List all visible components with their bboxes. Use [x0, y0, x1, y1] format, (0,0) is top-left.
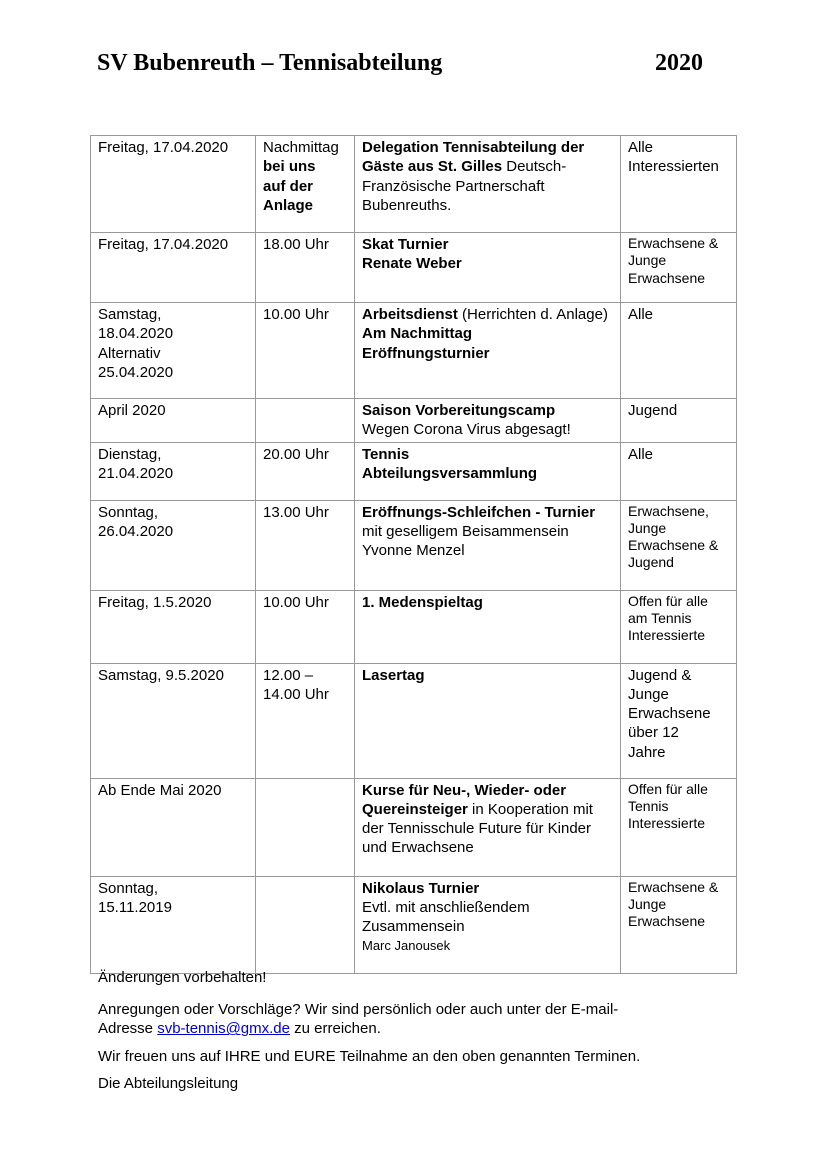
signature: Die Abteilungsleitung [98, 1075, 239, 1092]
time-cell: 12.00 – 14.00 Uhr [256, 663, 355, 778]
audience-cell: Offen für alle am Tennis Interessierte [621, 590, 737, 663]
event-cell: Arbeitsdienst (Herrichten d. Anlage) Am Nachmittag Eröffnungsturnier [355, 303, 621, 399]
audience-cell: Alle [621, 442, 737, 500]
audience-cell: Jugend & Junge Erwachsene über 12 Jahre [621, 663, 737, 778]
table-row [91, 399, 737, 443]
audience-cell: Offen für alle Tennis Interessierte [621, 778, 737, 876]
schedule-table [90, 135, 737, 974]
event-cell: Nikolaus Turnier Evtl. mit anschließendem Zusammensein Marc Janousek [355, 876, 621, 973]
page-title [97, 50, 703, 77]
audience-cell: Erwachsene, Junge Erwachsene & Jugend [621, 500, 737, 590]
title-year: 2020 [655, 50, 703, 76]
event-cell: Skat Turnier Renate Weber [355, 233, 621, 303]
date-cell: Sonntag, 15.11.2019 [91, 876, 256, 973]
table-row [91, 663, 737, 778]
title-text: SV Bubenreuth – Tennisabteilung [97, 50, 443, 76]
audience-cell: Alle Interessierten [621, 136, 737, 233]
audience-cell: Erwachsene & Junge Erwachsene [621, 233, 737, 303]
changes-note: Änderungen vorbehalten! [98, 969, 267, 986]
time-cell: 18.00 Uhr [256, 233, 355, 303]
event-cell: Delegation Tennisabteilung der Gäste aus St. Gilles Deutsch-Französische Partnerschaft Bubenreuths. [355, 136, 621, 233]
date-cell: Samstag, 18.04.2020 Alternativ 25.04.2020 [91, 303, 256, 399]
time-cell: 10.00 Uhr [256, 303, 355, 399]
table-row [91, 303, 737, 399]
event-cell: 1. Medenspieltag [355, 590, 621, 663]
event-cell: Kurse für Neu-, Wieder- oder Quereinsteiger in Kooperation mit der Tennisschule Future für Kinder und Erwachsene [355, 778, 621, 876]
table-row [91, 136, 737, 233]
time-cell [256, 876, 355, 973]
date-cell: April 2020 [91, 399, 256, 443]
table-row [91, 233, 737, 303]
table-row [91, 500, 737, 590]
time-cell [256, 778, 355, 876]
time-cell: 10.00 Uhr [256, 590, 355, 663]
email-link[interactable]: svb-tennis@gmx.de [157, 1020, 290, 1038]
table-row [91, 876, 737, 973]
suggestion-text: Anregungen oder Vorschläge? Wir sind persönlich oder auch unter der E-mail- Adresse svb-tennis@gmx.de zu erreichen. [98, 1001, 619, 1038]
date-cell: Freitag, 17.04.2020 [91, 233, 256, 303]
date-cell: Sonntag, 26.04.2020 [91, 500, 256, 590]
event-cell: Eröffnungs-Schleifchen - Turnier mit geselligem Beisammensein Yvonne Menzel [355, 500, 621, 590]
date-cell: Freitag, 17.04.2020 [91, 136, 256, 233]
table-row [91, 778, 737, 876]
audience-cell: Erwachsene & Junge Erwachsene [621, 876, 737, 973]
time-cell: Nachmittag bei uns auf der Anlage [256, 136, 355, 233]
audience-cell: Jugend [621, 399, 737, 443]
event-cell: Tennis Abteilungsversammlung [355, 442, 621, 500]
date-cell: Ab Ende Mai 2020 [91, 778, 256, 876]
audience-cell: Alle [621, 303, 737, 399]
date-cell: Freitag, 1.5.2020 [91, 590, 256, 663]
table-row [91, 442, 737, 500]
closing-text: Wir freuen uns auf IHRE und EURE Teilnahme an den oben genannten Terminen. [98, 1048, 641, 1065]
date-cell: Dienstag, 21.04.2020 [91, 442, 256, 500]
table-row [91, 590, 737, 663]
time-cell: 20.00 Uhr [256, 442, 355, 500]
event-cell: Saison Vorbereitungscamp Wegen Corona Virus abgesagt! [355, 399, 621, 443]
event-cell: Lasertag [355, 663, 621, 778]
time-cell [256, 399, 355, 443]
date-cell: Samstag, 9.5.2020 [91, 663, 256, 778]
time-cell: 13.00 Uhr [256, 500, 355, 590]
